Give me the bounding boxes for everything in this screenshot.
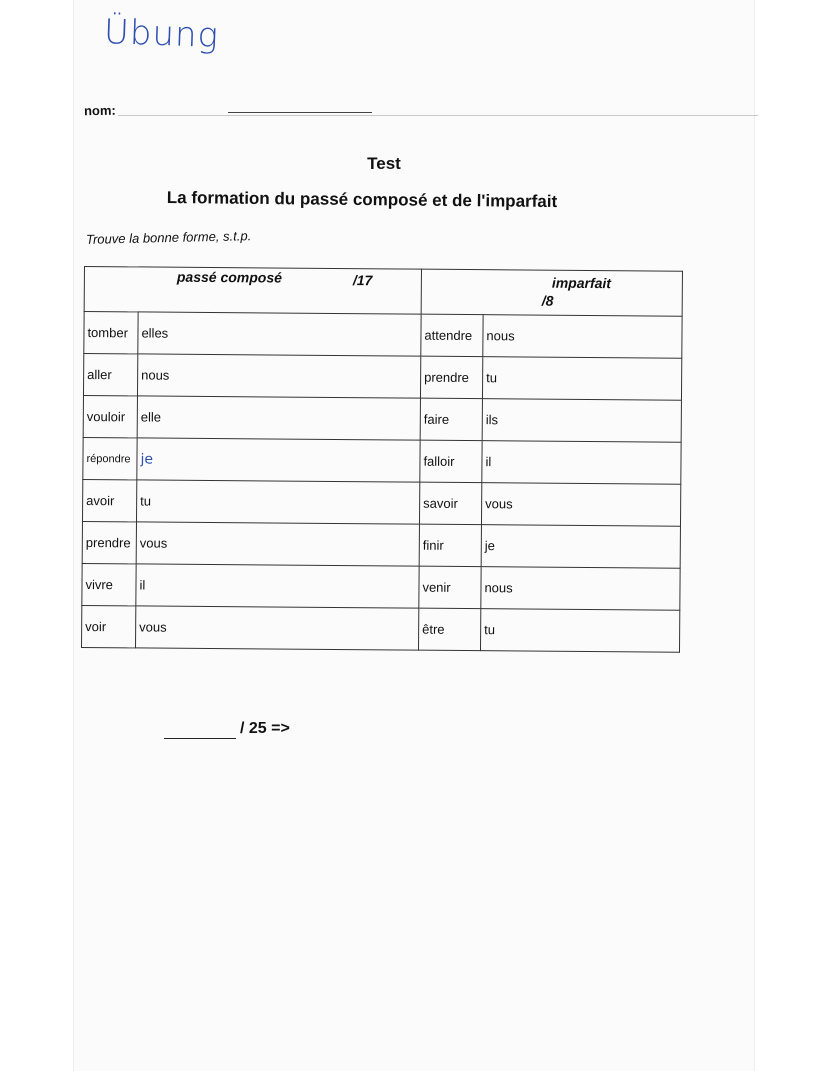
- imp-verb-cell: venir: [419, 566, 481, 608]
- imparfait-header: [421, 269, 682, 316]
- imp-verb-cell: falloir: [420, 440, 482, 482]
- imp-answer-cell: nous: [483, 315, 682, 359]
- imp-answer-cell: je: [481, 525, 680, 569]
- pc-verb-cell: tomber: [84, 312, 138, 354]
- pc-answer-cell: je: [137, 438, 420, 482]
- pc-answer-cell: vous: [136, 606, 419, 650]
- table-header-row: [84, 267, 682, 317]
- pc-verb-cell: répondre: [83, 437, 137, 479]
- pc-verb-cell: avoir: [82, 479, 136, 521]
- imp-answer-cell: nous: [481, 567, 680, 611]
- total-score: / 25 =>: [240, 720, 290, 737]
- imp-answer-cell: tu: [480, 609, 679, 653]
- passe-compose-label: passé composé: [176, 268, 283, 286]
- pc-answer-cell: tu: [136, 480, 419, 524]
- name-line: [118, 115, 758, 116]
- table-row: [84, 312, 682, 359]
- table-row: [82, 563, 680, 610]
- imp-verb-cell: finir: [419, 524, 481, 566]
- imp-verb-cell: attendre: [421, 314, 483, 356]
- page-subtitle: La formation du passé composé et de l'imparfait: [166, 187, 558, 212]
- instruction-text: Trouve la bonne forme, s.t.p.: [85, 228, 252, 247]
- conjugation-table: [81, 266, 683, 653]
- passe-compose-header: [84, 267, 421, 315]
- conjugation-table-wrapper: [81, 266, 684, 653]
- total-score-line: [164, 738, 236, 739]
- pc-verb-cell: vivre: [82, 563, 136, 605]
- pc-answer-cell: nous: [137, 354, 420, 398]
- table-row: [83, 395, 681, 442]
- name-field: [228, 112, 372, 113]
- name-label: nom:: [83, 102, 116, 119]
- imparfait-score: /8: [541, 292, 554, 309]
- imp-verb-cell: être: [418, 608, 480, 650]
- pc-answer-cell: vous: [136, 522, 419, 566]
- table-row: [83, 354, 681, 401]
- pc-verb-cell: voir: [82, 605, 136, 647]
- table-row: [82, 479, 680, 526]
- pc-verb-cell: aller: [83, 354, 137, 396]
- table-row: [82, 605, 680, 652]
- pc-answer-cell: il: [136, 564, 419, 608]
- passe-compose-score: /17: [352, 272, 373, 289]
- imp-verb-cell: faire: [420, 398, 482, 440]
- pc-answer-cell: elle: [137, 396, 420, 440]
- pc-answer-cell: elles: [138, 312, 421, 356]
- imp-answer-cell: ils: [482, 399, 681, 443]
- table-row: [83, 437, 681, 484]
- pc-verb-cell: vouloir: [83, 395, 137, 437]
- handwritten-title: Übung: [103, 12, 220, 56]
- table-row: [82, 521, 680, 568]
- imp-answer-cell: vous: [481, 483, 680, 527]
- imp-answer-cell: tu: [482, 357, 681, 401]
- imp-answer-cell: il: [482, 441, 681, 485]
- imp-verb-cell: prendre: [420, 356, 482, 398]
- imp-verb-cell: savoir: [419, 482, 481, 524]
- test-title: Test: [367, 154, 401, 173]
- pc-verb-cell: prendre: [82, 521, 136, 563]
- imparfait-label: imparfait: [551, 274, 612, 292]
